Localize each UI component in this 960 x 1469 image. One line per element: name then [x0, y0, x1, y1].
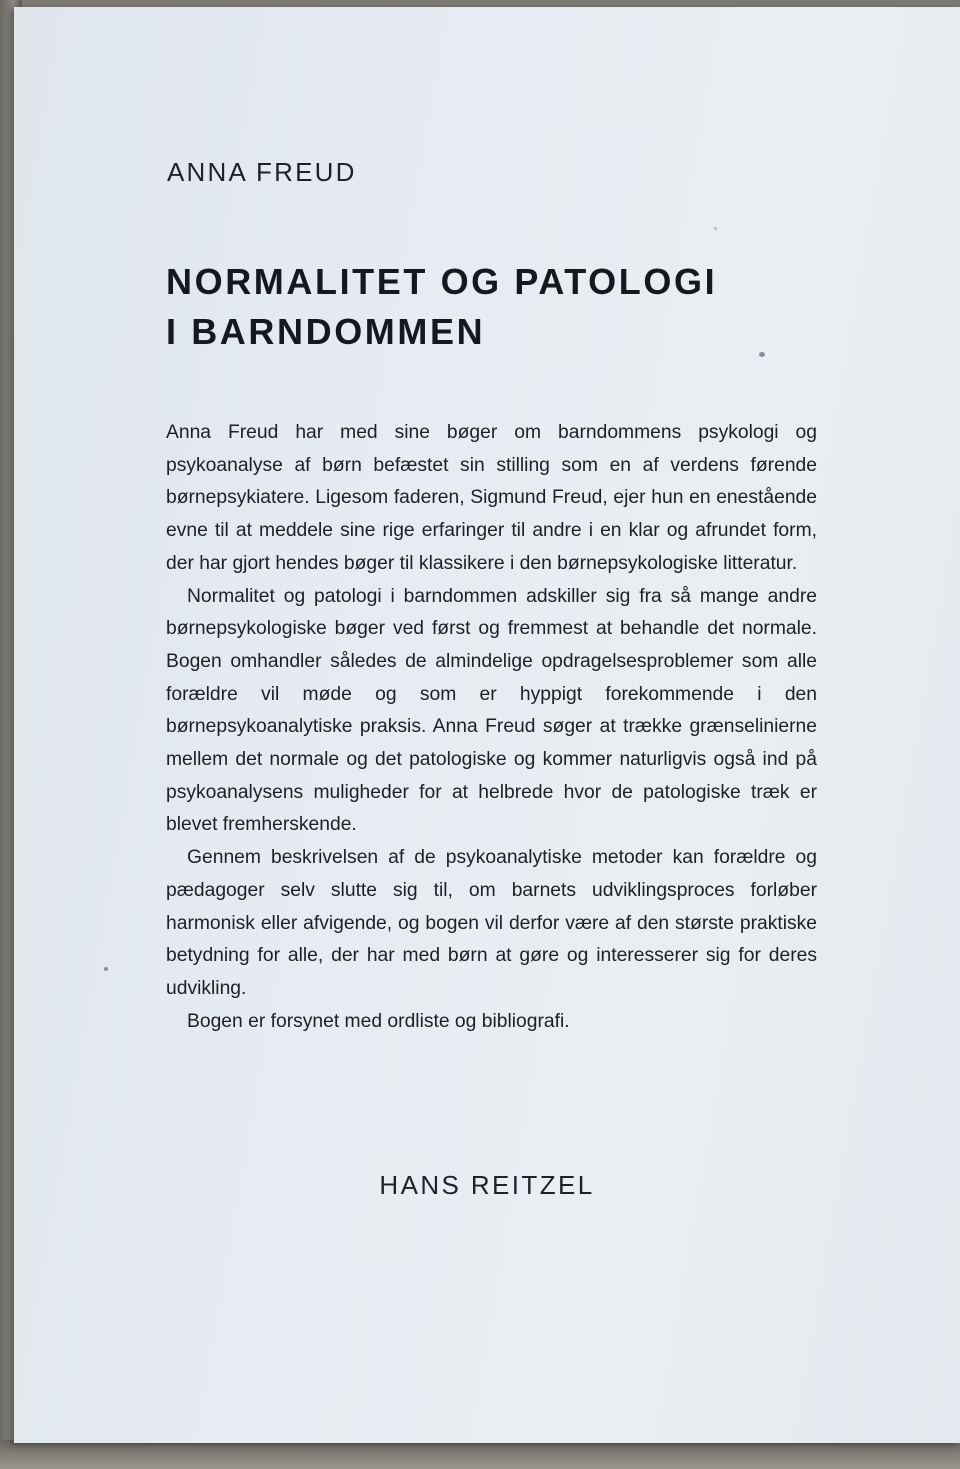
blurb-text	[166, 417, 817, 1038]
publisher-name: HANS REITZEL	[379, 1170, 595, 1200]
paper-speck	[104, 967, 108, 971]
book-back-cover	[14, 7, 960, 1443]
title-line-2: I BARNDOMMEN	[166, 311, 486, 352]
blurb-paragraph-1: Anna Freud har med sine bøger om barndommens psykologi og psykoanalyse af børn befæstet sin stilling som en af verdens førende børnepsykiatere. Ligesom faderen, Sigmund Freud, ejer hun en enestående evne til at meddele sine rige erfaringer til andre i en klar og afrundet form, der har gjort hendes bøger til klassikere i den børnepsykologiske litteratur.	[166, 422, 817, 574]
blurb-paragraph-4: Bogen er forsynet med ordliste og bibliografi.	[187, 1010, 570, 1032]
paper-speck	[759, 352, 765, 357]
title-line-1: NORMALITET OG PATOLOGI	[166, 261, 718, 302]
blurb-paragraph-3: Gennem beskrivelsen af de psykoanalytiske metoder kan forældre og pædagoger selv slutte sig til, om barnets udviklingsproces forløber harmonisk eller afvigende, og bogen vil derfor være af den største praktiske betydning for alle, der har med børn at gøre og interesserer sig for deres udvikling.	[166, 847, 817, 999]
paper-speck	[714, 227, 717, 230]
author-name: ANNA FREUD	[167, 157, 357, 187]
background-edge	[0, 1440, 960, 1469]
book-title	[166, 257, 717, 357]
blurb-paragraph-2: Normalitet og patologi i barndommen adskiller sig fra så mange andre børnepsykologiske bøger ved først og fremmest at behandle det normale. Bogen omhandler således de almindelige opdragelsesproblemer som alle forældre vil møde og som er hyppigt forekommende i den børnepsykoanalytiske praksis. Anna Freud søger at trække grænselinierne mellem det normale og det patologiske og kommer naturligvis også ind på psykoanalysens muligheder for at helbrede hvor de patologiske træk er blevet fremherskende.	[166, 585, 817, 836]
